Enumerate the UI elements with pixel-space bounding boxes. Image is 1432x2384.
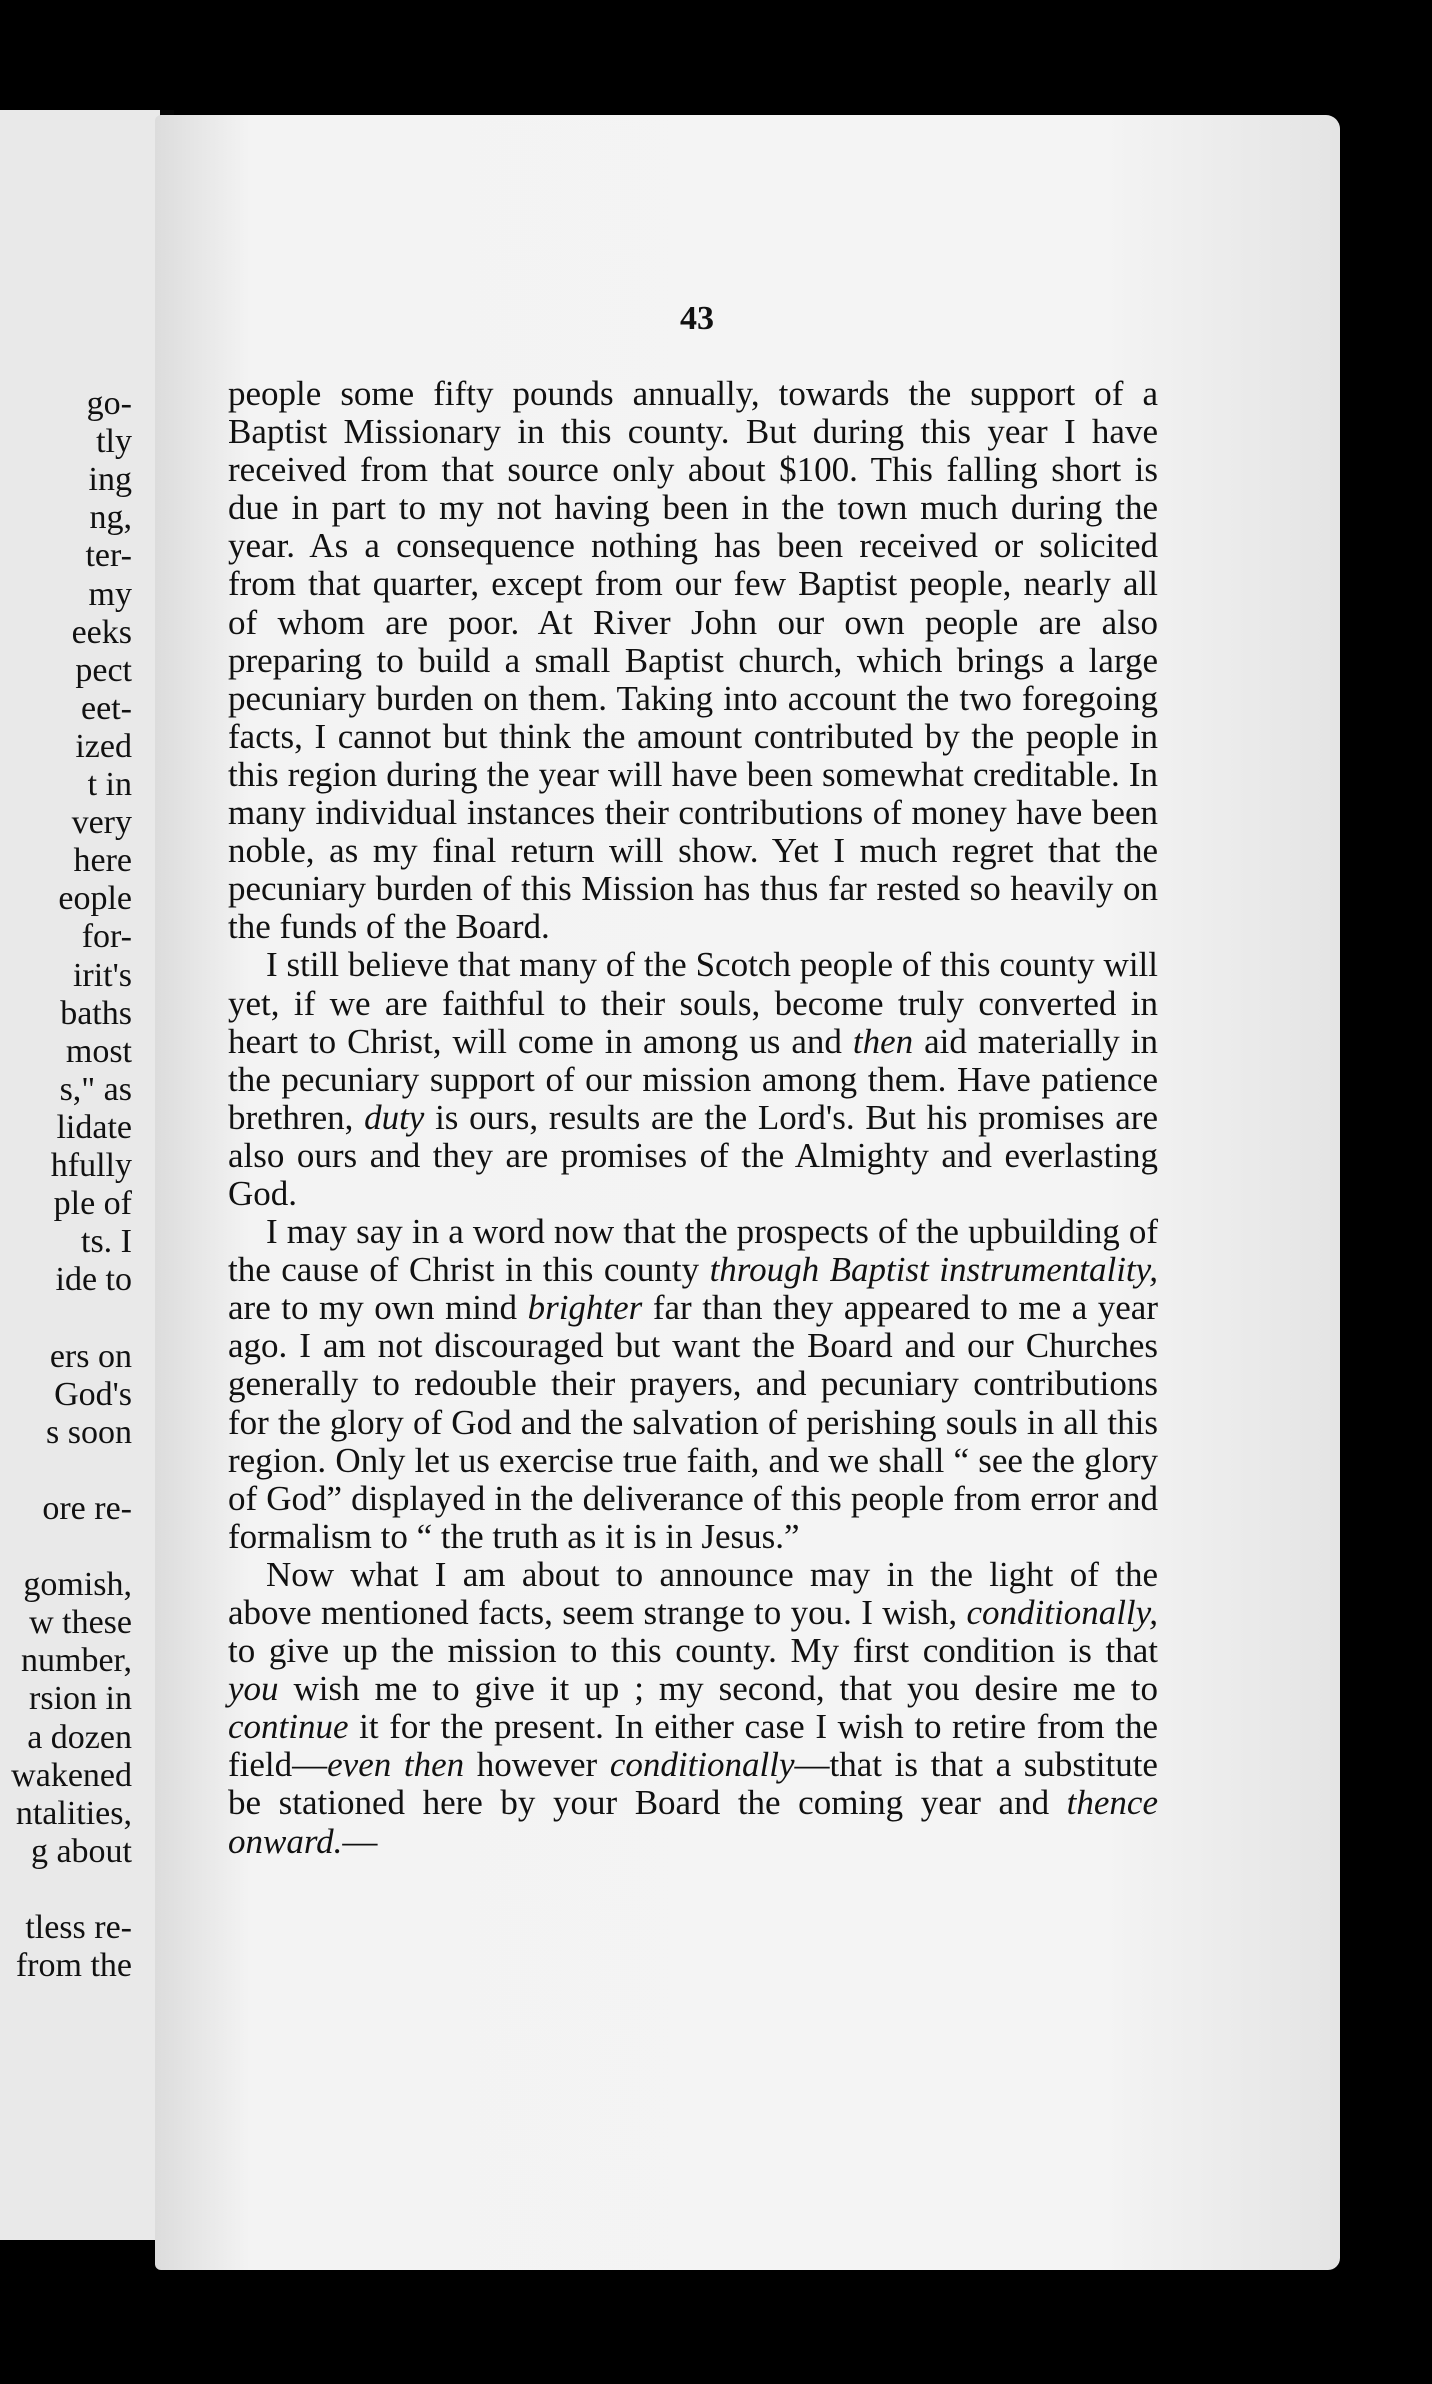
left-page-line-fragment: eeks bbox=[71, 613, 132, 651]
left-page-line-fragment: wakened bbox=[11, 1756, 132, 1794]
left-page-line-fragment: ple of bbox=[53, 1185, 132, 1223]
left-page-line-fragment: eet- bbox=[81, 689, 132, 727]
left-page-line-fragment: here bbox=[73, 842, 132, 880]
left-page-line-fragment: ized bbox=[75, 727, 132, 765]
left-page-line-fragment: baths bbox=[60, 994, 132, 1032]
left-page-line-fragment: for- bbox=[81, 918, 132, 956]
left-page-line-fragment: God's bbox=[54, 1375, 132, 1413]
left-page-line-fragment: my bbox=[88, 575, 132, 613]
paragraph-4: Now what I am about to announce may in the light of the above mentioned facts, seem strange to you. I wish, conditionally, to give up the mission to this county. My first condition is that you wish me to give it up ; my second, that you desire me to continue it for the present. In either case I wish to retire from the field—even then however conditionally—that is that a substitute be stationed here by your Board the coming year and thence onward.— bbox=[228, 1554, 1158, 1861]
left-page-line-fragment: go- bbox=[86, 385, 132, 422]
left-page-line-fragment: g about bbox=[30, 1832, 132, 1870]
left-page-line-fragment: s," as bbox=[59, 1070, 132, 1108]
page-number: 43 bbox=[680, 300, 714, 337]
left-page-line-fragment: ers on bbox=[49, 1337, 132, 1375]
left-page-line-fragment: w these bbox=[29, 1604, 132, 1642]
left-page-line-fragment: tless re- bbox=[25, 1909, 132, 1946]
paragraph-3: I may say in a word now that the prospects of the upbuilding of the cause of Christ in this county through Baptist instrumentality, are to my own mind brighter far than they appeared to me a year ago. I am not discouraged but want the Board and our Churches generally to redouble their prayers, and pecuniary contributions for the glory of God and the salvation of perishing souls in all this region. Only let us exercise true faith, and we shall “ see the glory of God” displayed in the deliverance of this people from error and formalism to “ the truth as it is in Jesus.” bbox=[228, 1212, 1158, 1556]
left-page-line-fragment: tly bbox=[96, 423, 132, 461]
left-page-line-fragment: irit's bbox=[72, 956, 132, 994]
left-page-line-fragment: rsion in bbox=[29, 1680, 132, 1718]
left-page-line-fragment: ntalities, bbox=[15, 1794, 132, 1832]
left-page-line-fragment: number, bbox=[21, 1642, 132, 1680]
left-facing-page bbox=[0, 110, 160, 2240]
left-page-line-fragment: eople bbox=[58, 880, 132, 918]
left-page-line-fragment: ing bbox=[88, 461, 132, 499]
left-page-line-fragment: t in bbox=[87, 766, 132, 803]
left-page-line-fragment: ng, bbox=[89, 499, 132, 537]
left-page-line-fragment: gomish, bbox=[23, 1566, 132, 1604]
left-page-line-fragment: most bbox=[65, 1032, 132, 1070]
left-page-line-fragment: ter- bbox=[85, 537, 132, 575]
left-page-line-fragment: ore re- bbox=[42, 1489, 132, 1527]
left-page-line-fragment: hfully bbox=[50, 1147, 132, 1184]
left-page-line-fragment: ide to bbox=[55, 1261, 132, 1299]
left-page-line-fragment: s soon bbox=[46, 1413, 132, 1451]
left-page-line-fragment: very bbox=[71, 804, 132, 842]
left-page-line-fragment: lidate bbox=[56, 1108, 132, 1146]
page-body-text bbox=[228, 375, 1158, 1861]
paragraph-2: I still believe that many of the Scotch people of this county will yet, if we are faithful to their souls, become truly converted in heart to Christ, will come in among us and then aid materially in the pecuniary support of our mission among them. Have patience brethren, duty is ours, results are the Lord's. But his promises are also ours and they are promises of the Almighty and everlasting God. bbox=[228, 945, 1158, 1213]
left-page-line-fragment: pect bbox=[75, 651, 132, 689]
left-page-line-fragment: a dozen bbox=[27, 1718, 132, 1756]
left-page-line-fragment: ts. I bbox=[81, 1223, 132, 1261]
paragraph-1: people some fifty pounds annually, towards the support of a Baptist Missionary in this county. But during this year I have received from that source only about $100. This falling short is due in part to my not having been in the town much during the year. As a consequence nothing has been received or solicited from that quarter, except from our few Baptist people, nearly all of whom are poor. At River John our own people are also preparing to build a small Baptist church, which brings a large pecuniary burden on them. Taking into account the two foregoing facts, I cannot but think the amount contributed by the people in this region during the year will have been somewhat creditable. In many individual instances their contributions of money have been noble, as my final return will show. Yet I much regret that the pecuniary burden of this Mission has thus far rested so heavily on the funds of the Board. bbox=[228, 374, 1158, 947]
left-page-line-fragment: from the bbox=[15, 1947, 132, 1985]
